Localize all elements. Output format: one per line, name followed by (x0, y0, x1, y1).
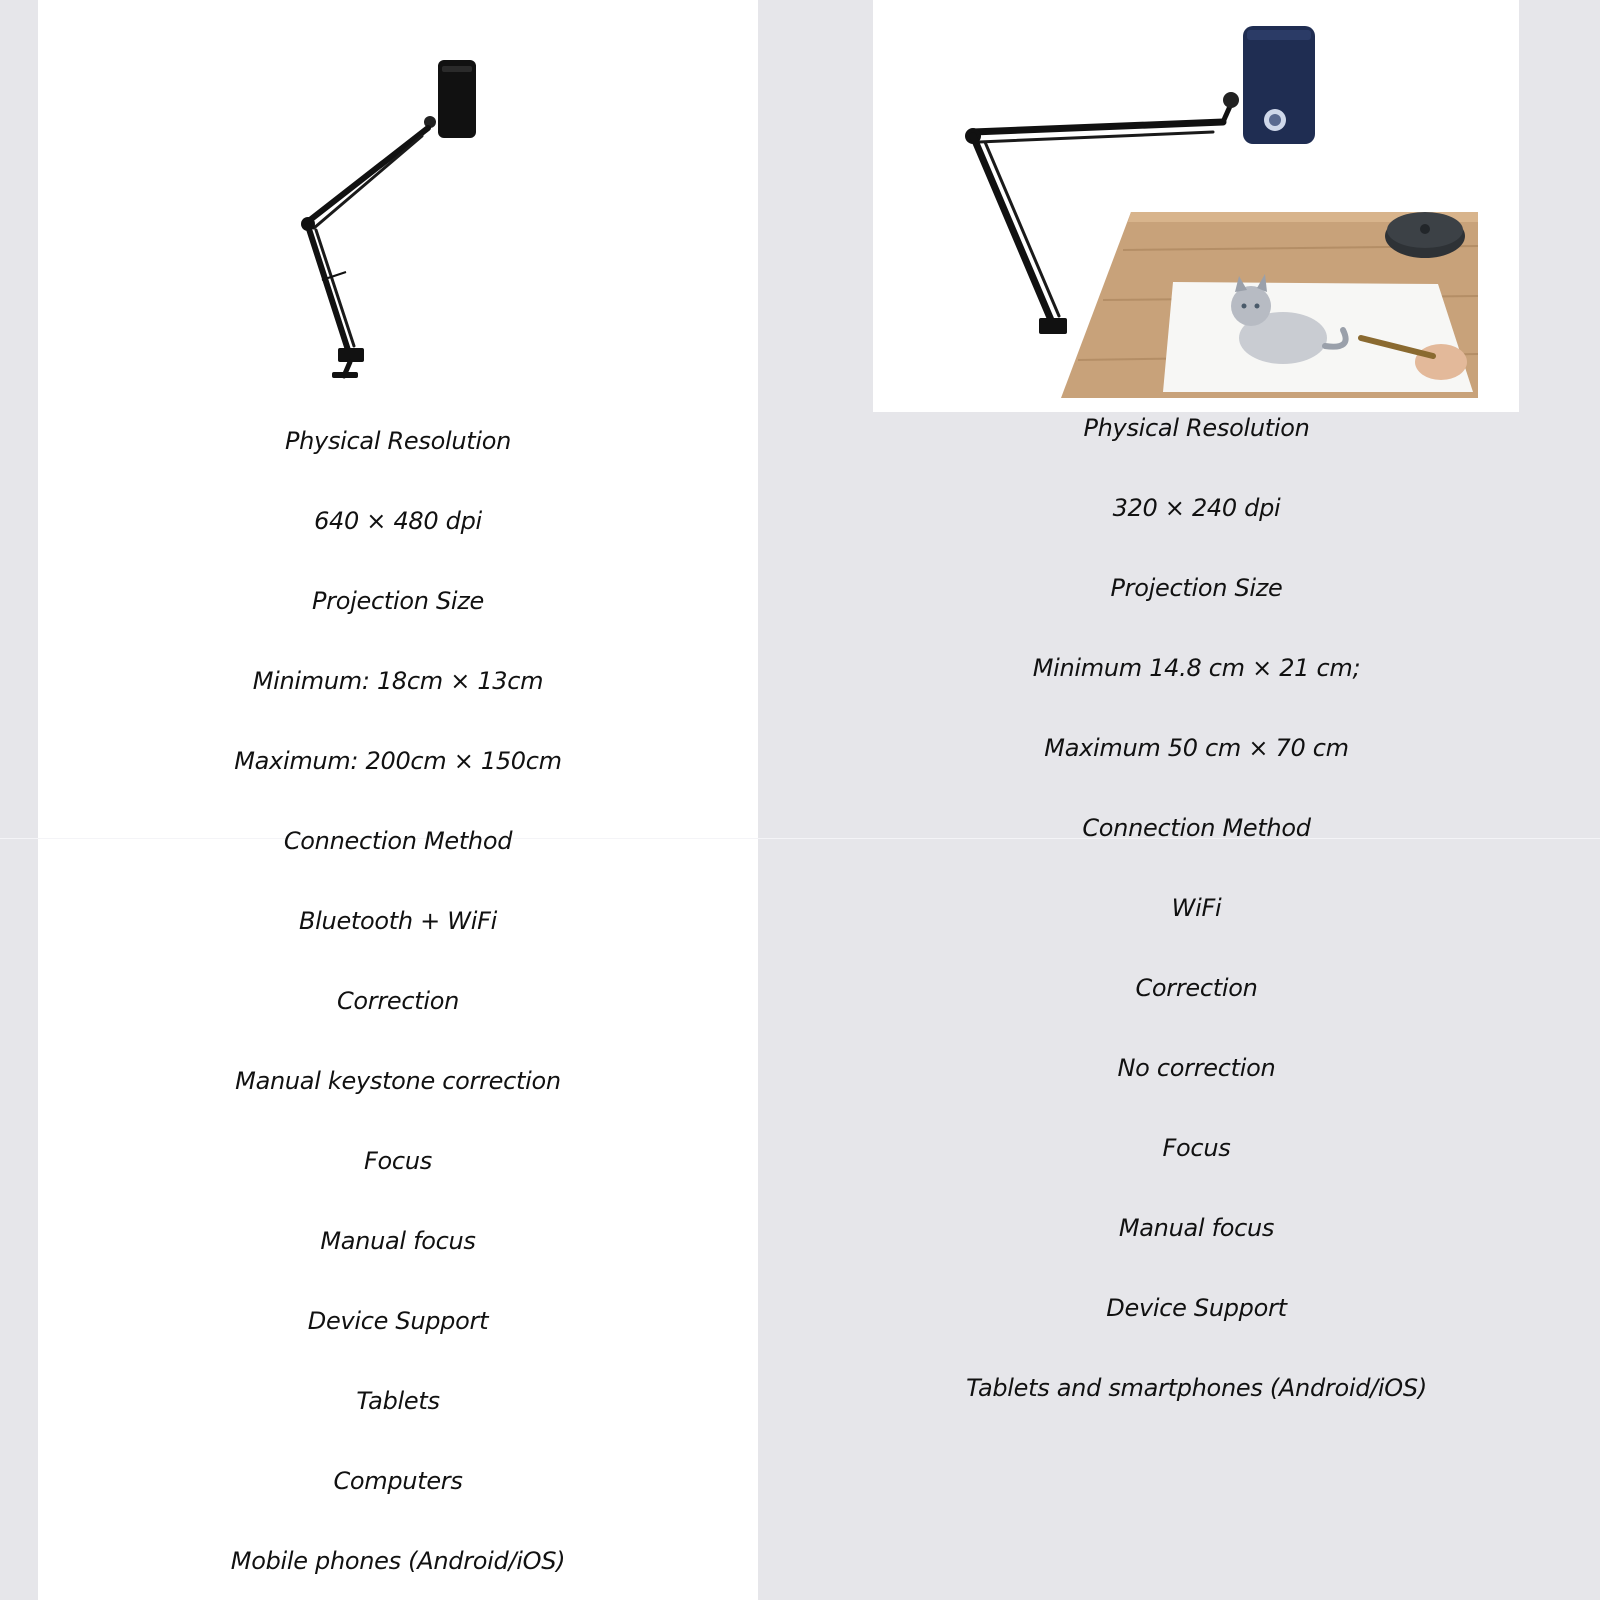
lower-arm-rod-shape (316, 230, 354, 346)
lower-arm-shape (308, 226, 348, 350)
cat-head-shape (1231, 286, 1271, 326)
spec-line: Tablets and smartphones (Android/iOS) (966, 1374, 1427, 1402)
spec-line: Maximum 50 cm × 70 cm (1044, 734, 1349, 762)
left-product-illustration (250, 50, 530, 390)
stand-lower-arm-shape (973, 136, 1051, 320)
projector-stand-icon (250, 50, 530, 390)
spec-line: Minimum: 18cm × 13cm (252, 667, 544, 695)
right-product-illustration (873, 0, 1519, 412)
right-spec-list (793, 388, 1600, 1428)
spec-line: Focus (1162, 1134, 1231, 1162)
spec-line: Correction (1135, 974, 1258, 1002)
cat-eye-shape (1255, 304, 1260, 309)
spec-line: Device Support (307, 1307, 489, 1335)
stand-upper-arm-shape (973, 122, 1223, 132)
projector-top-vent-shape (442, 66, 472, 72)
spec-line: 320 × 240 dpi (1112, 494, 1281, 522)
spec-line: 640 × 480 dpi (314, 507, 482, 535)
spec-line: Manual keystone correction (235, 1067, 561, 1095)
upper-arm-rod-shape (314, 136, 422, 228)
spec-line: Manual focus (320, 1227, 476, 1255)
spec-line: Projection Size (311, 587, 485, 615)
projector-lens-inner-shape (1269, 114, 1281, 126)
spec-line: Connection Method (283, 827, 513, 855)
spec-line: Physical Resolution (1083, 414, 1310, 442)
spec-line: Connection Method (1082, 814, 1311, 842)
spec-line: Mobile phones (Android/iOS) (230, 1547, 566, 1575)
spec-line: Correction (336, 987, 460, 1015)
spec-line: Bluetooth + WiFi (299, 907, 497, 935)
cat-eye-shape (1242, 304, 1247, 309)
stand-lower-rod-shape (985, 142, 1059, 316)
spec-line: Projection Size (1110, 574, 1283, 602)
hand-shape (1415, 344, 1467, 380)
spec-line: WiFi (1171, 894, 1222, 922)
spec-line: Computers (333, 1467, 463, 1495)
stand-clamp-shape (1039, 318, 1067, 334)
spec-line: Focus (364, 1147, 432, 1175)
remote-button-shape (1420, 224, 1430, 234)
spec-line: Physical Resolution (284, 427, 512, 455)
spec-line: Minimum 14.8 cm × 21 cm; (1032, 654, 1361, 682)
projector-top-shape (1247, 30, 1311, 40)
spec-line: Device Support (1106, 1294, 1287, 1322)
spec-line: Manual focus (1118, 1214, 1275, 1242)
mount-ball-shape (1223, 92, 1239, 108)
spec-line: No correction (1117, 1054, 1276, 1082)
left-spec-list (38, 401, 758, 1600)
spec-line: Tablets (356, 1387, 440, 1415)
projector-desk-scene-icon (873, 0, 1519, 412)
spec-line: Maximum: 200cm × 150cm (234, 747, 562, 775)
clamp-foot-shape (332, 372, 358, 378)
upper-arm-shape (310, 128, 428, 220)
